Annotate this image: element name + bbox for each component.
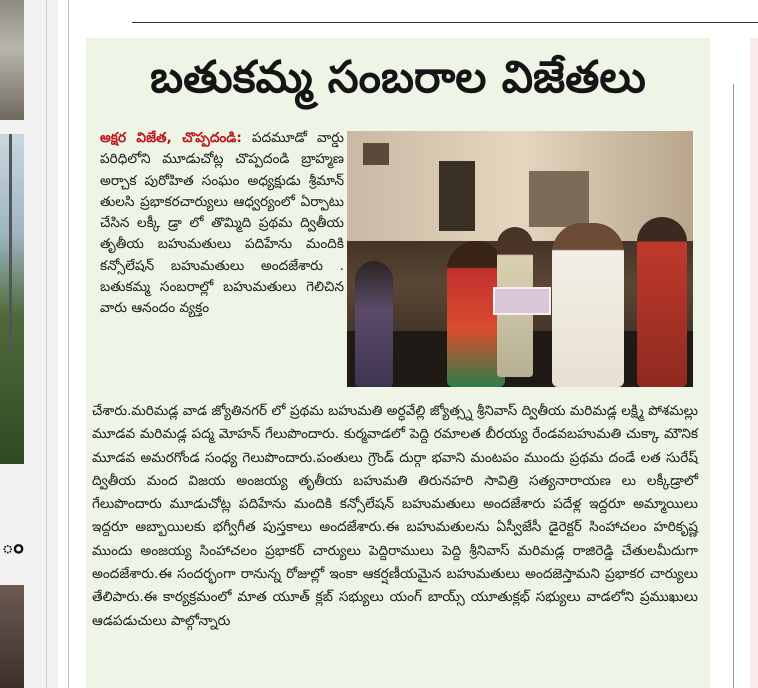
column-divider [46,0,47,688]
news-photo[interactable] [347,131,693,387]
right-column-edge [750,38,758,688]
thumbnail-photo-2[interactable] [0,134,24,464]
article-body: చేశారు.మరిమడ్ల వాడ జ్యోతినగర్ లో ప్రథమ బహుమతి అర్ధవేల్లి జ్యోత్స్న శ్రీనివాస్ ద్వితీయ మరిమడ్ల లక్ష్మి పోశమల్లు మూడవ మరిమడ్ల పద్మ మోహన్ గేలుపొందారు. కుర్మవాడలో పెద్ది రమాలత బీరయ్య రేండవబహుమతి చుక్కా మౌనిక మూడవ అమరగోండ సంధ్య గెలుపొందారు.పంతులు గ్రౌండ్ దుర్గా భవాని మంటపం ముందు ప్రథమ దండే లత సురేష్ ద్వితీయ మంద విజయ అంజయ్య తృతీయ బహుమతి తిరునహరి సావిత్రి సత్యనారాయణ లు లక్కీడ్రాలో గేలుపొందారు మూడుచోట్ల పదిహేను మందికి కన్సోలేషన్ బహుమతులు అందజేశారు పదేళ్ల ఇద్దరూ అమ్మాయిలు ఇద్దరూ అబ్బాయిలకు భగ్వీగీత పుస్తకాలు అందజేశారు.ఈ బహుమతులను ఏస్వీజేసీ డైరెక్టర్ సింహాచలం హరికృష్ణ ముందు అంజయ్య సింహాచలం ప్రభాకర్ చార్యులు పెద్దిరాములు పెద్ది శ్రీనివాస్ మరిమడ్ల రాజిరెడ్డి చేతులమీదుగా అందజేశారు.ఈ సందర్భంగా రానున్న రోజుల్లో ఇంకా ఆకర్షణీయమైన బహుమతులు అందజెస్తామని ప్రభాకర చార్యులు తేలిపారు.ఈ కార్యక్రమంలో మాత యూత్ క్లబ్ సభ్యులు యంగ్ బాయ్స్ యూతుక్లభ్ సభ్యులు వాడలోని ప్రముఖులు ఆడపడుచులు పాల్గోన్నారు [92,403,698,629]
photo-window [363,143,389,165]
photo-window [529,171,589,227]
photo-wall [347,131,693,241]
left-thumbnail-strip [0,0,58,688]
photo-person [355,261,393,387]
thumbnail-photo-3[interactable] [0,585,24,688]
news-article [86,38,710,688]
photo-door [439,161,475,231]
top-rule [132,22,758,23]
article-lede-text: పదమూడో వార్డు పరిధిలోని మూడుచోట్ల చొప్పదండి బ్రాహ్మణ అర్చాక పురోహిత సంఘం అధ్యక్షుడు శ్రీమాన్ తులసి ప్రభాకరచార్యులు ఆధ్వర్యంలో ఏర్పాటు చేసిన లక్కీ డ్రా లో తొమ్మిది ప్రథమ ద్వితీయ తృతీయ బహుమతులు పదిహేను మందికి కన్సోలేషన్ బహుమతులు అందజేశారు . బతుకమ్మ సంబరాల్లో బహుమతులు గెలిచిన వారు ఆనందం వ్యక్తం [100,130,344,317]
column-divider [68,0,69,688]
article-lede [100,128,344,320]
photo-person-priest [552,223,624,387]
partial-heading: ం [2,534,24,558]
pole-shape [9,134,12,354]
photo-gift-box [493,287,551,315]
thumbnail-photo-1[interactable] [0,0,24,120]
photo-person [637,217,687,387]
right-rule [733,84,734,688]
article-dateline: అక్షర విజేత, చొప్పదండి: [100,130,242,146]
article-headline: బతుకమ్మ సంబరాల విజేతలు [150,52,646,103]
